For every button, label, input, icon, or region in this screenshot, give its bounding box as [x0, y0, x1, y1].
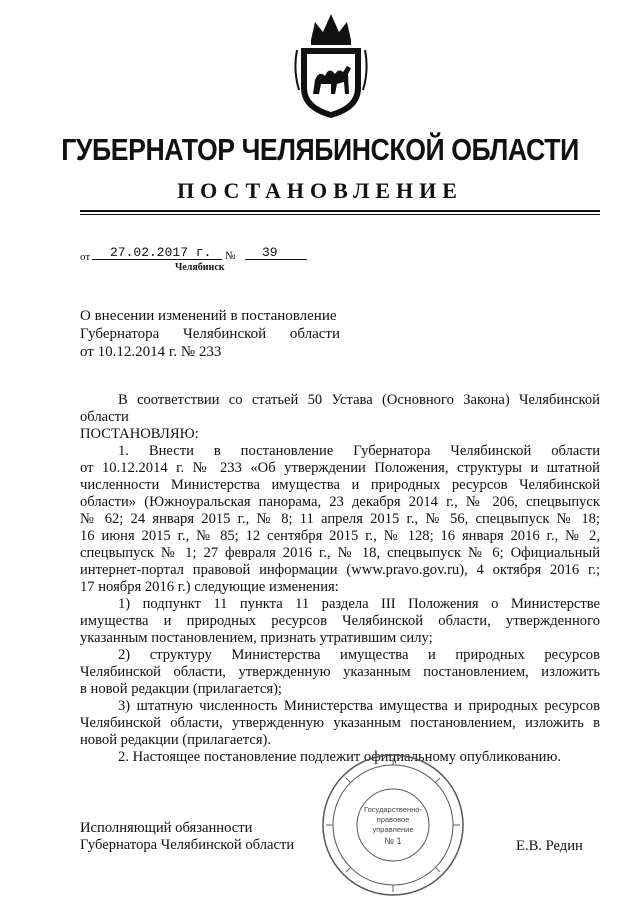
- stamp-text: правовое: [376, 815, 410, 824]
- document-type-heading: ПОСТАНОВЛЕНИЕ: [177, 178, 463, 203]
- header-rule-thin: [80, 214, 600, 215]
- body-line: новой редакции (прилагается).: [80, 732, 272, 748]
- document-date: 27.02.2017 г.: [110, 245, 212, 260]
- body-line: указанным постановлением, признать утратившим силу;: [80, 630, 433, 646]
- body-line: 3) штатную численность Министерства имущества и природных ресурсов: [118, 698, 600, 714]
- number-label: №: [225, 250, 236, 262]
- body-line: 17 ноября 2016 г.) следующие изменения:: [80, 579, 339, 595]
- city-name: Челябинск: [175, 262, 225, 273]
- body-line: Челябинской области, утвержденную указанным постановлением, изложить в: [80, 715, 600, 731]
- body-line: ПОСТАНОВЛЯЮ:: [80, 426, 199, 442]
- document-body: [80, 392, 600, 766]
- header-rule-thick: [80, 210, 600, 212]
- subject-line: от 10.12.2014 г. № 233: [80, 344, 222, 360]
- signatory-name: Е.В. Редин: [516, 838, 583, 854]
- body-line: имущества и природных ресурсов Челябинской области, утвержденного: [80, 613, 600, 629]
- body-line: 1) подпункт 11 пункта 11 раздела III Положения о Министерстве: [118, 596, 600, 612]
- signatory-position-line: Исполняющий обязанности: [80, 820, 253, 836]
- body-line: численности Министерства имущества и природных ресурсов Челябинской: [80, 477, 600, 493]
- body-line: в новой редакции (прилагается);: [80, 681, 282, 697]
- document-number: 39: [262, 245, 278, 260]
- stamp-text: управление: [372, 825, 414, 834]
- signatory-position: [80, 820, 294, 854]
- body-line: 1. Внести в постановление Губернатора Челябинской области: [118, 443, 600, 459]
- body-line: интернет-портал правовой информации (www.pravo.gov.ru), 4 октября 2016 г.;: [80, 562, 600, 578]
- coat-of-arms-emblem: [293, 10, 369, 120]
- body-line: № 62; 24 января 2015 г., № 8; 11 апреля 2015 г., № 56, спецвыпуск № 18;: [80, 511, 600, 527]
- body-line: спецвыпуск № 1; 27 февраля 2016 г., № 18, спецвыпуск № 6; Официальный: [80, 545, 600, 561]
- subject-line: О внесении изменений в постановление: [80, 308, 337, 324]
- document-subject: [80, 307, 340, 361]
- body-line: Челябинской области, утвержденную указанным постановлением, изложить: [80, 664, 600, 680]
- body-line: области» (Южноуральская панорама, 23 декабря 2014 г., № 206, спецвыпуск: [80, 494, 600, 510]
- organization-title: ГУБЕРНАТОР ЧЕЛЯБИНСКОЙ ОБЛАСТИ: [61, 132, 579, 167]
- body-line: 2. Настоящее постановление подлежит официальному опубликованию.: [118, 749, 562, 765]
- body-line: В соответствии со статьей 50 Устава (Основного Закона) Челябинской: [118, 392, 600, 408]
- body-line: 16 июня 2015 г., № 85; 12 сентября 2015 г., № 128; 16 января 2016 г., № 2,: [80, 528, 600, 544]
- date-prefix-label: от: [80, 251, 91, 263]
- stamp-text: Государственно-: [364, 805, 422, 814]
- subject-line: Губернатора Челябинской области: [80, 326, 340, 342]
- body-line: 2) структуру Министерства имущества и природных ресурсов: [118, 647, 600, 663]
- official-stamp: [320, 752, 466, 898]
- body-line: области: [80, 409, 129, 425]
- signatory-position-line: Губернатора Челябинской области: [80, 837, 295, 853]
- stamp-text: № 1: [384, 836, 402, 846]
- body-line: от 10.12.2014 г. № 233 «Об утверждении Положения, структуры и штатной: [80, 460, 600, 476]
